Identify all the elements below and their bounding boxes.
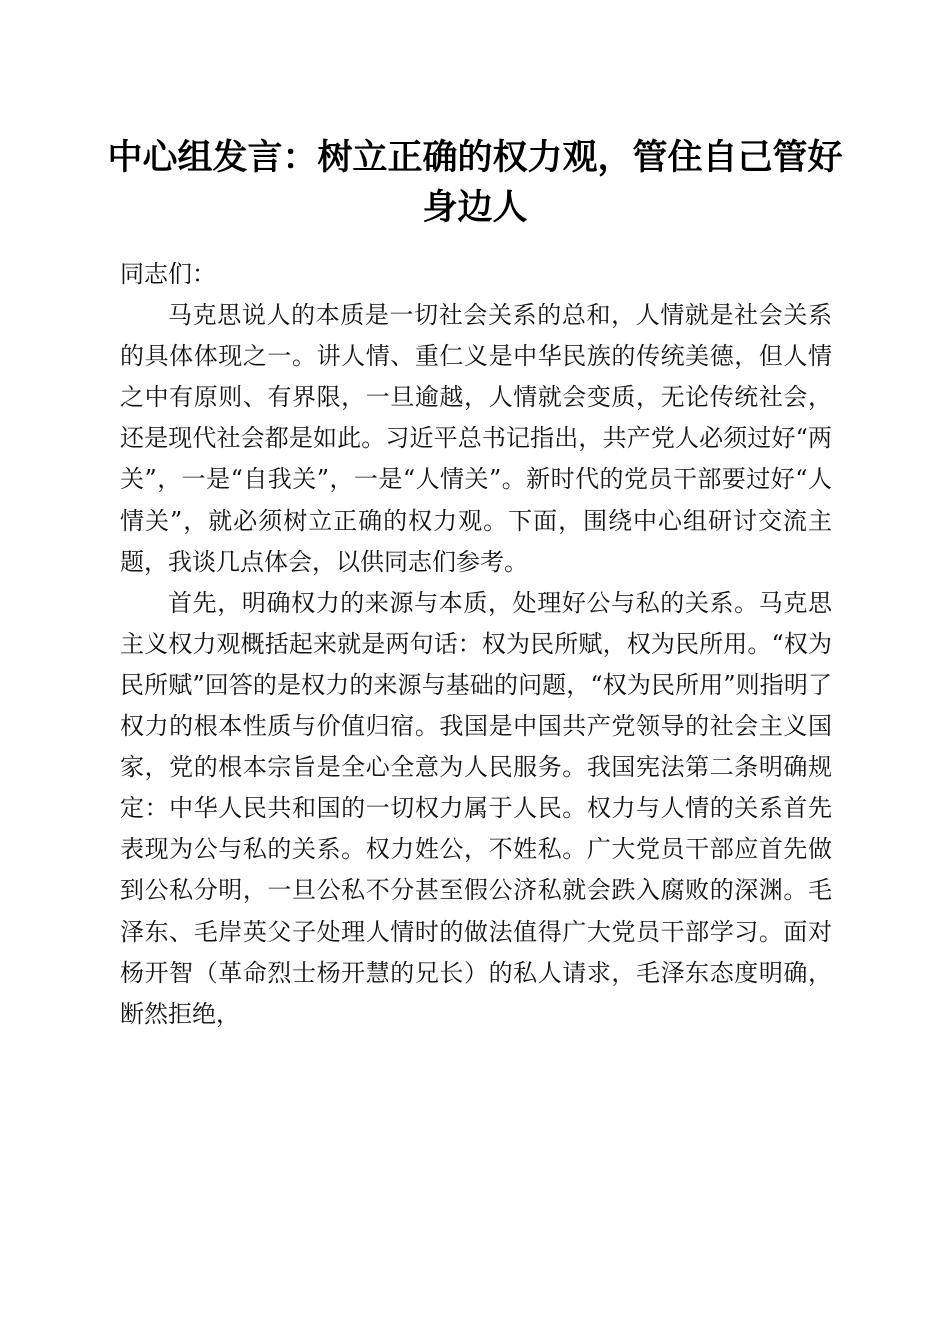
document-title: 中心组发言：树立正确的权力观，管住自己管好身边人 <box>107 137 843 228</box>
paragraph-2: 首先，明确权力的来源与本质，处理好公与私的关系。马克思主义权力观概括起来就是两句话：权为民所赋，权为民所用。“权为民所赋”回答的是权力的来源与基础的问题，“权为民所用”则指明了权力的根本性质与价值归宿。我国是中国共产党领导的社会主义国家，党的根本宗旨是全心全意为人民服务。我国宪法第二条明确规定：中华人民共和国的一切权力属于人民。权力与人情的关系首先表现为公与私的关系。权力姓公，不姓私。广大党员干部应首先做到公私分明，一旦公私不分甚至假公济私就会跌入腐败的深渊。毛泽东、毛岸英父子处理人情时的做法值得广大党员干部学习。面对杨开智（革命烈士杨开慧的兄长）的私人请求，毛泽东态度明确，断然拒绝， <box>120 588 832 1028</box>
document-body <box>120 254 832 1035</box>
paragraph-1: 马克思说人的本质是一切社会关系的总和，人情就是社会关系的具体体现之一。讲人情、重仁义是中华民族的传统美德，但人情之中有原则、有界限，一旦逾越，人情就会变质，无论传统社会，还是现代社会都是如此。习近平总书记指出，共产党人必须过好“两关”，一是“自我关”，一是“人情关”。新时代的党员干部要过好“人情关”，就必须树立正确的权力观。下面，围绕中心组研讨交流主题，我谈几点体会，以供同志们参考。 <box>120 301 832 576</box>
salutation: 同志们： <box>120 260 216 288</box>
